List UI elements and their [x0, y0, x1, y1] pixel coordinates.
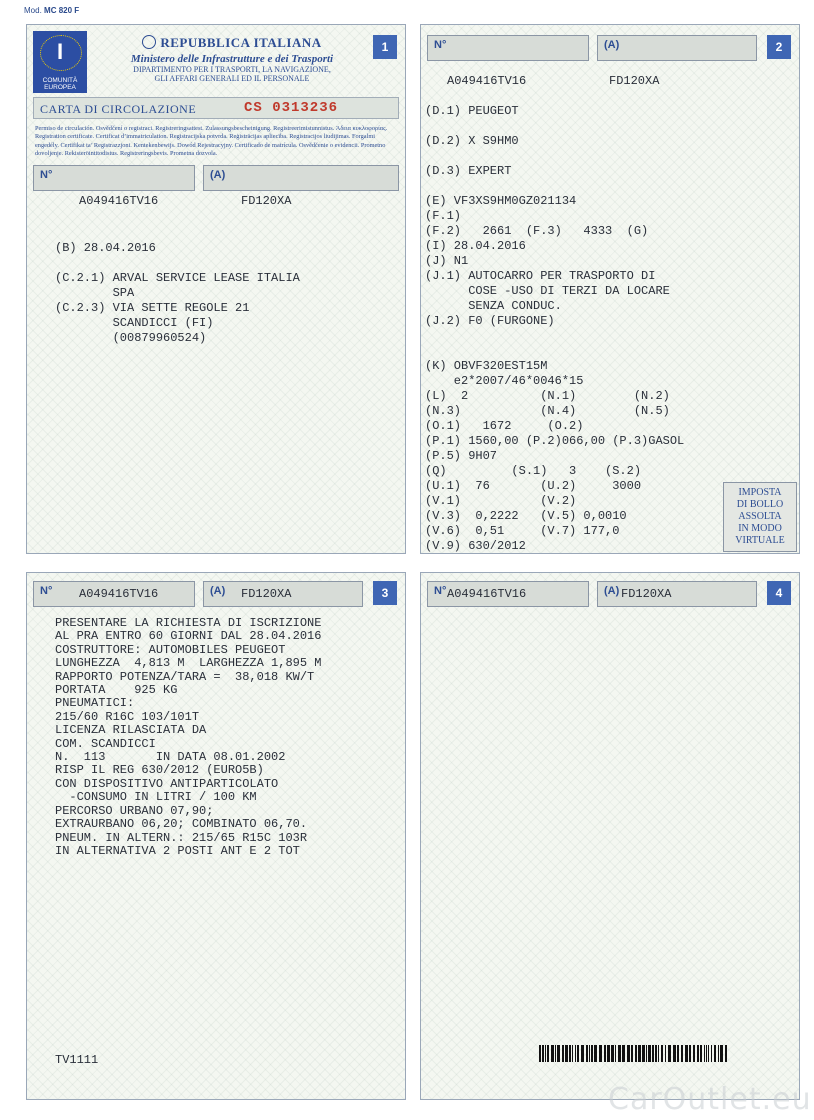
vehicle-line: (N.3) (N.4) (N.5) [425, 404, 670, 418]
vehicle-line: (Q) (S.1) 3 (S.2) [425, 464, 642, 478]
ministry-title: Ministero delle Infrastrutture e dei Trasporti [130, 53, 334, 65]
vehicle-line: (I) 28.04.2016 [425, 239, 526, 253]
note-line: LICENZA RILASCIATA DA [55, 723, 207, 738]
vehicle-line: (P.5) 9H07 [425, 449, 498, 463]
note-line: PORTATA 925 KG [55, 683, 178, 698]
eu-country-letter: I [56, 39, 64, 64]
republic-emblem-icon [142, 35, 156, 49]
panel-1 [26, 24, 406, 554]
vehicle-line: e2*2007/46*0046*15 [425, 374, 584, 388]
vehicle-line: (V.1) (V.2) [425, 494, 577, 508]
vehicle-line: (F.1) [425, 209, 462, 223]
form-code [24, 6, 79, 15]
eu-stars-icon [40, 35, 82, 71]
panel-3 [26, 572, 406, 1100]
office-code: TV1111 [55, 1053, 99, 1067]
carta-number: CS 0313236 [244, 100, 339, 116]
vehicle-line: (D.3) EXPERT [425, 164, 512, 178]
department-line-1: DIPARTIMENTO PER I TRASPORTI, LA NAVIGAZIONE, [133, 65, 331, 74]
vehicle-line [425, 179, 684, 194]
vehicle-line: (J.2) F0 (FURGONE) [425, 314, 555, 328]
note-line: N. 113 IN DATA 08.01.2002 [55, 750, 286, 765]
note-line: PNEUM. IN ALTERN.: 215/65 R15C 103R [55, 830, 308, 845]
vehicle-line: (J) N1 [425, 254, 469, 268]
note-line: EXTRAURBANO 06,20; COMBINATO 06,70. [55, 817, 308, 832]
eu-flag [33, 31, 87, 93]
department-line-2: GLI AFFARI GENERALI ED IL PERSONALE [154, 74, 310, 83]
holder-line: (00879960524) [55, 331, 207, 345]
note-line: RISP IL REG 630/2012 (EURO5B) [55, 763, 264, 778]
note-line: AL PRA ENTRO 60 GIORNI DAL 28.04.2016 [55, 629, 322, 644]
permit-translations: Permiso de circulación. Osvědčení o registraci. Registreringsattest. Zulassungsbescheinigung. Registreerimistunnistus. Άδεια κυκλοφορίας. Registration certificate. Certificat d’immatriculation. Registracijska potvrda. Reģistrācijas apliecība. Registracijos liudijimas. Forgalmi engedély. Certifikat ta’ Registrazzjoni. Kentekenbewijs. Dowód Rejestracyjny. Certificado de matrícula. Osvědčenie o evidencii. Prometno dovoljenje. Rekisteröintitodistus. Registreringsbevis. Prometna dozvola. [35, 125, 388, 158]
vehicle-line: COSE -USO DI TERZI DA LOCARE [425, 284, 670, 298]
stamp-duty-line: IMPOSTA [738, 487, 782, 498]
vehicle-line [425, 329, 684, 344]
panel-4 [420, 572, 800, 1100]
a-label: (A) [210, 169, 226, 181]
vehicle-line [425, 149, 684, 164]
carta-label: CARTA DI CIRCOLAZIONE [40, 102, 197, 116]
vehicle-line: (J.1) AUTOCARRO PER TRASPORTO DI [425, 269, 656, 283]
plate-number: FD120XA [621, 587, 672, 601]
note-line: LUNGHEZZA 4,813 M LARGHEZZA 1,895 M [55, 656, 322, 671]
note-line: COM. SCANDICCI [55, 736, 156, 751]
registration-number: A049416TV16 [79, 587, 159, 601]
panel-2 [420, 24, 800, 554]
no-label: N° [434, 39, 447, 51]
note-line: PNEUMATICI: [55, 696, 135, 711]
stamp-duty-line: VIRTUALE [735, 535, 785, 546]
vehicle-line: (V.9) 630/2012 [425, 539, 526, 553]
a-label: (A) [604, 39, 620, 51]
plate-number: FD120XA [241, 194, 292, 208]
registration-number: A049416TV16 [79, 194, 159, 208]
holder-line [55, 256, 300, 271]
holder-details [55, 241, 300, 346]
vehicle-line: (D.2) X S9HM0 [425, 134, 519, 148]
stamp-duty-box [723, 482, 797, 552]
vehicle-line: (U.1) 76 (U.2) 3000 [425, 479, 642, 493]
vehicle-line: SENZA CONDUC. [425, 299, 562, 313]
a-field-box [203, 165, 399, 191]
panel-number: 4 [767, 581, 791, 605]
note-line: IN ALTERNATIVA 2 POSTI ANT E 2 TOT [55, 843, 300, 858]
vehicle-line: (L) 2 (N.1) (N.2) [425, 389, 670, 403]
no-field-box [427, 35, 589, 61]
a-field-box [597, 35, 757, 61]
no-label: N° [40, 585, 53, 597]
stamp-duty-line: DI BOLLO [736, 499, 784, 510]
stamp-duty-line: ASSOLTA [738, 511, 782, 522]
plate-number: FD120XA [609, 74, 660, 88]
registration-number: A049416TV16 [447, 74, 527, 88]
plate-number: FD120XA [241, 587, 292, 601]
note-line: COSTRUTTORE: AUTOMOBILES PEUGEOT [55, 642, 286, 657]
no-label: N° [434, 585, 447, 597]
note-line: 215/60 R16C 103/101T [55, 709, 200, 724]
vehicle-details [425, 104, 684, 554]
vehicle-line: (P.1) 1560,00 (P.2)066,00 (P.3)GASOL [425, 434, 685, 448]
vehicle-line: (D.1) PEUGEOT [425, 104, 519, 118]
vehicle-line: (O.1) 1672 (O.2) [425, 419, 584, 433]
vehicle-line: (E) VF3XS9HM0GZ021134 [425, 194, 577, 208]
republic-title: REPUBBLICA ITALIANA [160, 35, 322, 50]
note-line: PERCORSO URBANO 07,90; [55, 803, 214, 818]
vehicle-line: (V.3) 0,2222 (V.5) 0,0010 [425, 509, 627, 523]
a-label: (A) [210, 585, 226, 597]
holder-line: (C.2.1) ARVAL SERVICE LEASE ITALIA [55, 271, 300, 285]
vehicle-line: (V.6) 0,51 (V.7) 177,0 [425, 524, 620, 538]
panel-number: 3 [373, 581, 397, 605]
holder-line: SCANDICCI (FI) [55, 316, 214, 330]
note-line: -CONSUMO IN LITRI / 100 KM [55, 790, 257, 805]
note-line: RAPPORTO POTENZA/TARA = 38,018 KW/T [55, 669, 315, 684]
a-label: (A) [604, 585, 620, 597]
vehicle-line: (F.2) 2661 (F.3) 4333 (G) [425, 224, 649, 238]
eu-caption: COMUNITÀ EUROPEA [42, 77, 78, 91]
barcode [539, 1045, 729, 1062]
vehicle-line: (K) OBVF320EST15M [425, 359, 548, 373]
stamp-duty-line: IN MODO [738, 523, 782, 534]
notes-text [55, 617, 321, 858]
form-code-prefix: Mod. [24, 6, 42, 15]
watermark: CarOutlet.eu [608, 1082, 812, 1117]
no-field-box [33, 165, 195, 191]
vehicle-line [425, 344, 684, 359]
holder-line: SPA [55, 286, 135, 300]
holder-line: (B) 28.04.2016 [55, 241, 156, 255]
carta-banner [33, 97, 399, 119]
panel-number: 2 [767, 35, 791, 59]
registration-number: A049416TV16 [447, 587, 527, 601]
holder-line: (C.2.3) VIA SETTE REGOLE 21 [55, 301, 250, 315]
form-code-value: MC 820 F [44, 6, 80, 15]
note-line: CON DISPOSITIVO ANTIPARTICOLATO [55, 776, 279, 791]
vehicle-line [425, 119, 684, 134]
note-line: PRESENTARE LA RICHIESTA DI ISCRIZIONE [55, 616, 322, 630]
issuer-header [97, 35, 367, 83]
no-label: N° [40, 169, 53, 181]
panel-number: 1 [373, 35, 397, 59]
